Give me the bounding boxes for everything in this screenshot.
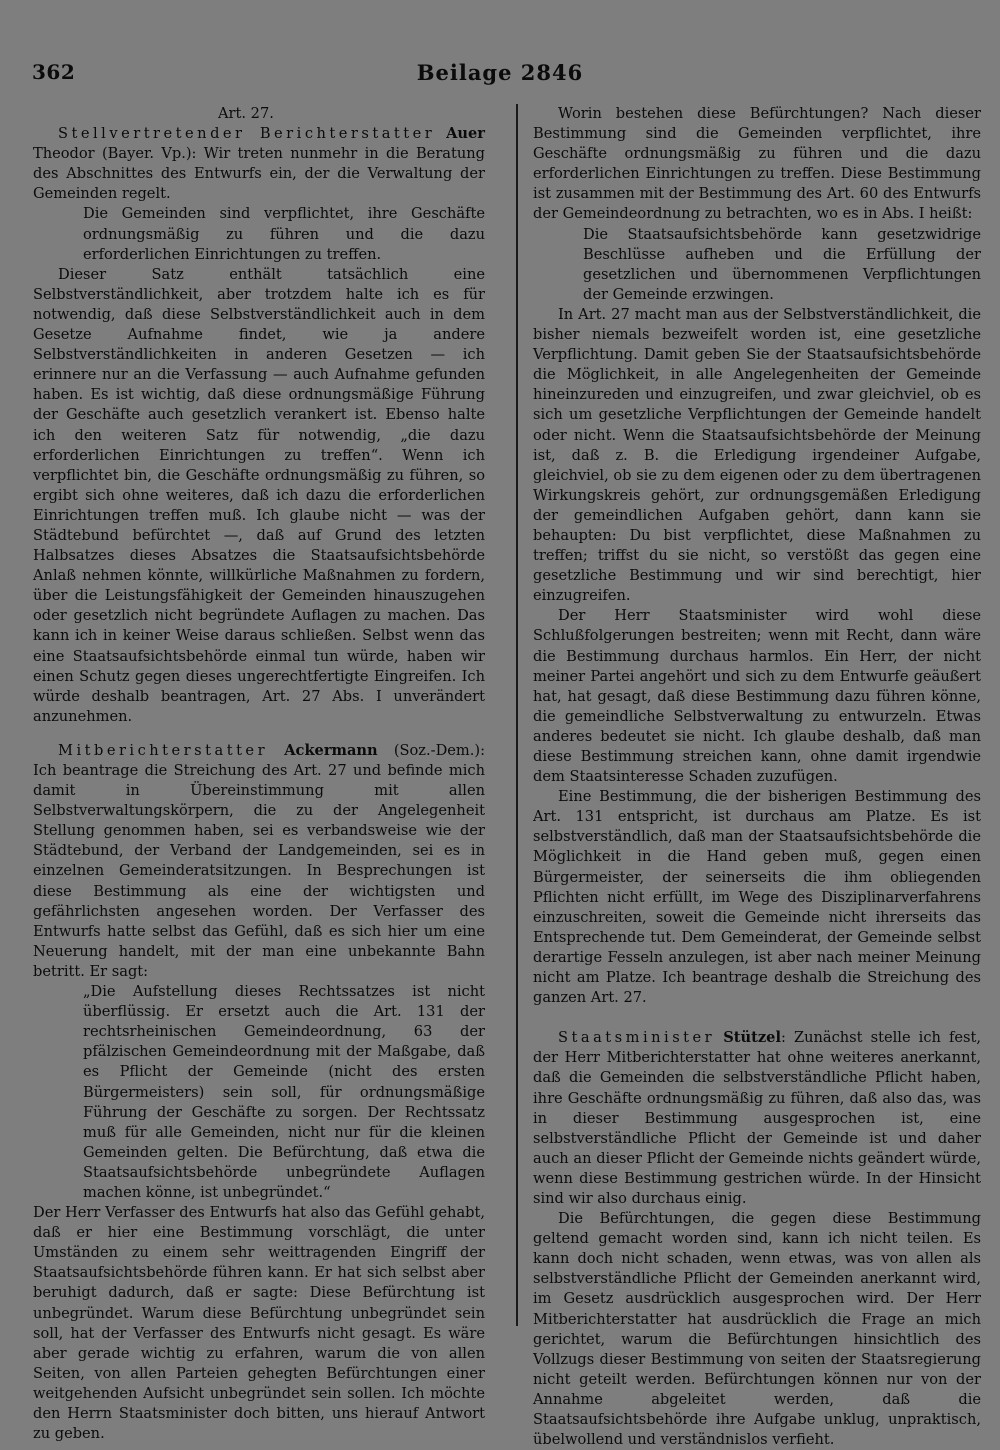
left-column xyxy=(33,104,485,1444)
speaker-name: Stützel xyxy=(723,1029,781,1047)
quoted-provision: Die Staatsaufsichtsbehörde kann gesetzwidrige Beschlüsse aufheben und die Erfüllung der gesetzlichen und übernommenen Verpflichtungen der Gemeinde erzwingen. xyxy=(583,225,981,303)
right-column xyxy=(533,104,981,1450)
speech-text: : Zunächst stelle ich fest, der Herr Mitberichterstatter hat ohne weiteres anerkannt, daß die Gemeinden die selbstverständliche Pflicht haben, ihre Geschäfte ordnungsmäßig zu führen, daß also das, was in dieser Bestimmung ausgesprochen ist, eine selbstverständliche Pflicht der Gemeinde ist und daher auch an dieser Pflicht der Gemeinde nichts geändert würde, wenn diese Bestimmung gestrichen würde. In der Hinsicht sind wir also durchaus einig. xyxy=(533,1029,981,1207)
speaker-role: Stellvertretender Berichterstatter xyxy=(58,125,436,143)
page-header xyxy=(0,60,1000,90)
speech-ackermann xyxy=(33,741,485,982)
speech-text: Theodor (Bayer. Vp.): Wir treten nunmehr in die Beratung des Abschnittes des Entwurfs ein, der die Verwaltung der Gemeinden regelt. xyxy=(33,145,485,203)
article-heading: Art. 27. xyxy=(218,105,274,122)
paragraph: Eine Bestimmung, die der bisherigen Bestimmung des Art. 131 entspricht, ist durchaus am Platze. Es ist selbstverständlich, daß man der Staatsaufsichtsbehörde die Möglichkeit in die Hand geben muß, gegen einen Bürgermeister, der seinerseits die ihm obliegenden Pflichten nicht erfüllt, im Wege des Disziplinarverfahrens einzuschreiten, soweit die Gemeinde nicht ihrerseits das Entsprechende tut. Dem Gemeinderat, der Gemeinde selbst derartige Fesseln anzulegen, ist aber nach meiner Meinung nicht am Platze. Ich beantrage deshalb die Streichung des ganzen Art. 27. xyxy=(533,788,981,1007)
paragraph: In Art. 27 macht man aus der Selbstverständlichkeit, die bisher niemals bezweifelt worden ist, eine gesetzliche Verpflichtung. Damit geben Sie der Staatsaufsichtsbehörde die Möglichkeit, in alle Angelegenheiten der Gemeinde hineinzureden und einzugreifen, und zwar gleichviel, ob es sich um gesetzliche Verpflichtungen der Gemeinde handelt oder nicht. Wenn die Staatsaufsichtsbehörde der Meinung ist, daß z. B. die Erledigung irgendeiner Aufgabe, gleichviel, ob sie zu dem eigenen oder zu dem übertragenen Wirkungskreis gehört, zur ordnungsgemäßen Erledigung der gemeindlichen Aufgaben gehört, dann kann sie behaupten: Du bist verpflichtet, diese Maßnahmen zu treffen; triffst du sie nicht, so verstößt das gegen eine gesetzliche Bestimmung und wir sind berechtigt, hier einzugreifen. xyxy=(533,305,981,605)
page-number: 362 xyxy=(32,60,76,84)
paragraph: Worin bestehen diese Befürchtungen? Nach dieser Bestimmung sind die Gemeinden verpflichtet, ihre Geschäfte ordnungsmäßig zu führen und die dazu erforderlichen Einrichtungen zu treffen. Diese Bestimmung ist zusammen mit der Bestimmung des Art. 60 des Entwurfs der Gemeindeordnung zu betrachten, wo es in Abs. I heißt: xyxy=(533,105,981,223)
speech-text: (Soz.-Dem.): Ich beantrage die Streichung des Art. 27 und befinde mich damit in Übereinstimmung mit allen Selbstverwaltungskörpern, die zu der Angelegenheit Stellung genommen haben, sei es verbandsweise wie der Städtebund, der Verband der Landgemeinden, sei es in einzelnen Gemeinderatsitzungen. In Besprechungen ist diese Bestimmung als eine der wichtigsten und gefährlichsten angesehen worden. Der Verfasser des Entwurfs hatte selbst das Gefühl, daß es sich hier um eine Neuerung handelt, mit der man eine unbekannte Bahn betritt. Er sagt: xyxy=(33,741,485,980)
column-divider xyxy=(516,104,518,1326)
paragraph: Der Herr Staatsminister wird wohl diese Schlußfolgerungen bestreiten; wenn mit Recht, dann wäre die Bestimmung durchaus harmlos. Ein Herr, der nicht meiner Partei angehört und sich zu dem Entwurfe geäußert hat, hat gesagt, daß diese Bestimmung dazu führen könne, die gemeindliche Selbstverwaltung zu entwurzeln. Etwas anderes bedeutet sie nicht. Ich glaube deshalb, daß man diese Bestimmung streichen kann, ohne damit irgendwie dem Staatsinteresse Schaden zuzufügen. xyxy=(533,607,981,786)
speech-stuetzel xyxy=(533,1028,981,1209)
quoted-commentary: „Die Aufstellung dieses Rechtssatzes ist nicht überflüssig. Er ersetzt auch die Art. 131 der rechtsrheinischen Gemeindeordnung, 63 der pfälzischen Gemeindeordnung mit der Maßgabe, daß es Pflicht der Gemeinde (nicht des ersten Bürgermeisters) sein soll, für ordnungsmäßige Führung der Geschäfte zu sorgen. Der Rechtssatz muß für alle Gemeinden, nicht nur für die kleinen Gemeinden gelten. Die Befürchtung, daß etwa die Staatsaufsichtsbehörde unbegründete Auflagen machen könne, ist unbegründet.“ xyxy=(83,983,485,1201)
speaker-name: Ackermann xyxy=(284,741,378,759)
speaker-role: Mitberichterstatter xyxy=(58,741,269,759)
page-title: Beilage 2846 xyxy=(416,60,584,85)
paragraph: Der Herr Verfasser des Entwurfs hat also das Gefühl gehabt, daß er hier eine Bestimmung vorschlägt, die unter Umständen zu einem sehr weittragenden Eingriff der Staatsaufsichtsbehörde führen kann. Er hat sich selbst aber beruhigt dadurch, daß er sagte: Diese Befürchtung ist unbegründet. Warum diese Befürchtung unbegründet sein soll, hat der Verfasser des Entwurfs nicht gesagt. Es wäre aber gerade wichtig zu erfahren, warum die von allen Seiten, von allen Parteien gehegten Befürchtungen einer weitgehenden Aufsicht unbegründet sein sollen. Ich möchte den Herrn Staatsminister doch bitten, uns hierauf Antwort zu geben. xyxy=(33,1204,485,1443)
paragraph: Die Befürchtungen, die gegen diese Bestimmung geltend gemacht worden sind, kann ich nicht teilen. Es kann doch nicht schaden, wenn etwas, was von allen als selbstverständliche Pflicht der Gemeinden anerkannt wird, im Gesetz ausdrücklich ausgesprochen wird. Der Herr Mitberichterstatter hat ausdrücklich die Frage an mich gerichtet, warum die Befürchtungen hinsichtlich des Vollzugs dieser Bestimmung von seiten der Staatsregierung nicht geteilt werden. Befürchtungen können nur von der Annahme abgeleitet werden, daß die Staatsaufsichtsbehörde ihre Aufgabe unklug, unpraktisch, übelwollend und verständnislos verfieht. xyxy=(533,1210,981,1449)
speaker-role: Staatsminister xyxy=(558,1029,716,1047)
paragraph: Dieser Satz enthält tatsächlich eine Selbstverständlichkeit, aber trotzdem halte ich es für notwendig, daß diese Selbstverständlichkeit auch in dem Gesetze Aufnahme findet, wie ja andere Selbstverständlichkeiten in anderen Gesetzen — ich erinnere nur an die Verfassung — auch Aufnahme gefunden haben. Es ist wichtig, daß diese ordnungsmäßige Führung der Geschäfte auch gesetzlich verankert ist. Ebenso halte ich den weiteren Satz für notwendig, „die dazu erforderlichen Einrichtungen zu treffen“. Wenn ich verpflichtet bin, die Geschäfte ordnungsmäßig zu führen, so ergibt sich ohne weiteres, daß ich dazu die erforderlichen Einrichtungen treffen muß. Ich glaube nicht — was der Städtebund befürchtet —, daß auf Grund des letzten Halbsatzes dieses Absatzes die Staatsaufsichtsbehörde Anlaß nehmen könnte, willkürliche Maßnahmen zu fordern, über die Leistungsfähigkeit der Gemeinden hinauszugehen oder gesetzlich nicht begründete Auflagen zu machen. Das kann ich in keiner Weise daraus schließen. Selbst wenn das eine Staatsaufsichtsbehörde einmal tun würde, haben wir einen Schutz gegen dieses ungerechtfertigte Eingreifen. Ich würde deshalb beantragen, Art. 27 Abs. I unverändert anzunehmen. xyxy=(33,265,485,725)
speech-auer xyxy=(33,124,485,204)
speaker-name: Auer xyxy=(446,125,485,143)
quoted-provision: Die Gemeinden sind verpflichtet, ihre Geschäfte ordnungsmäßig zu führen und die dazu erforderlichen Einrichtungen zu treffen. xyxy=(83,205,485,263)
